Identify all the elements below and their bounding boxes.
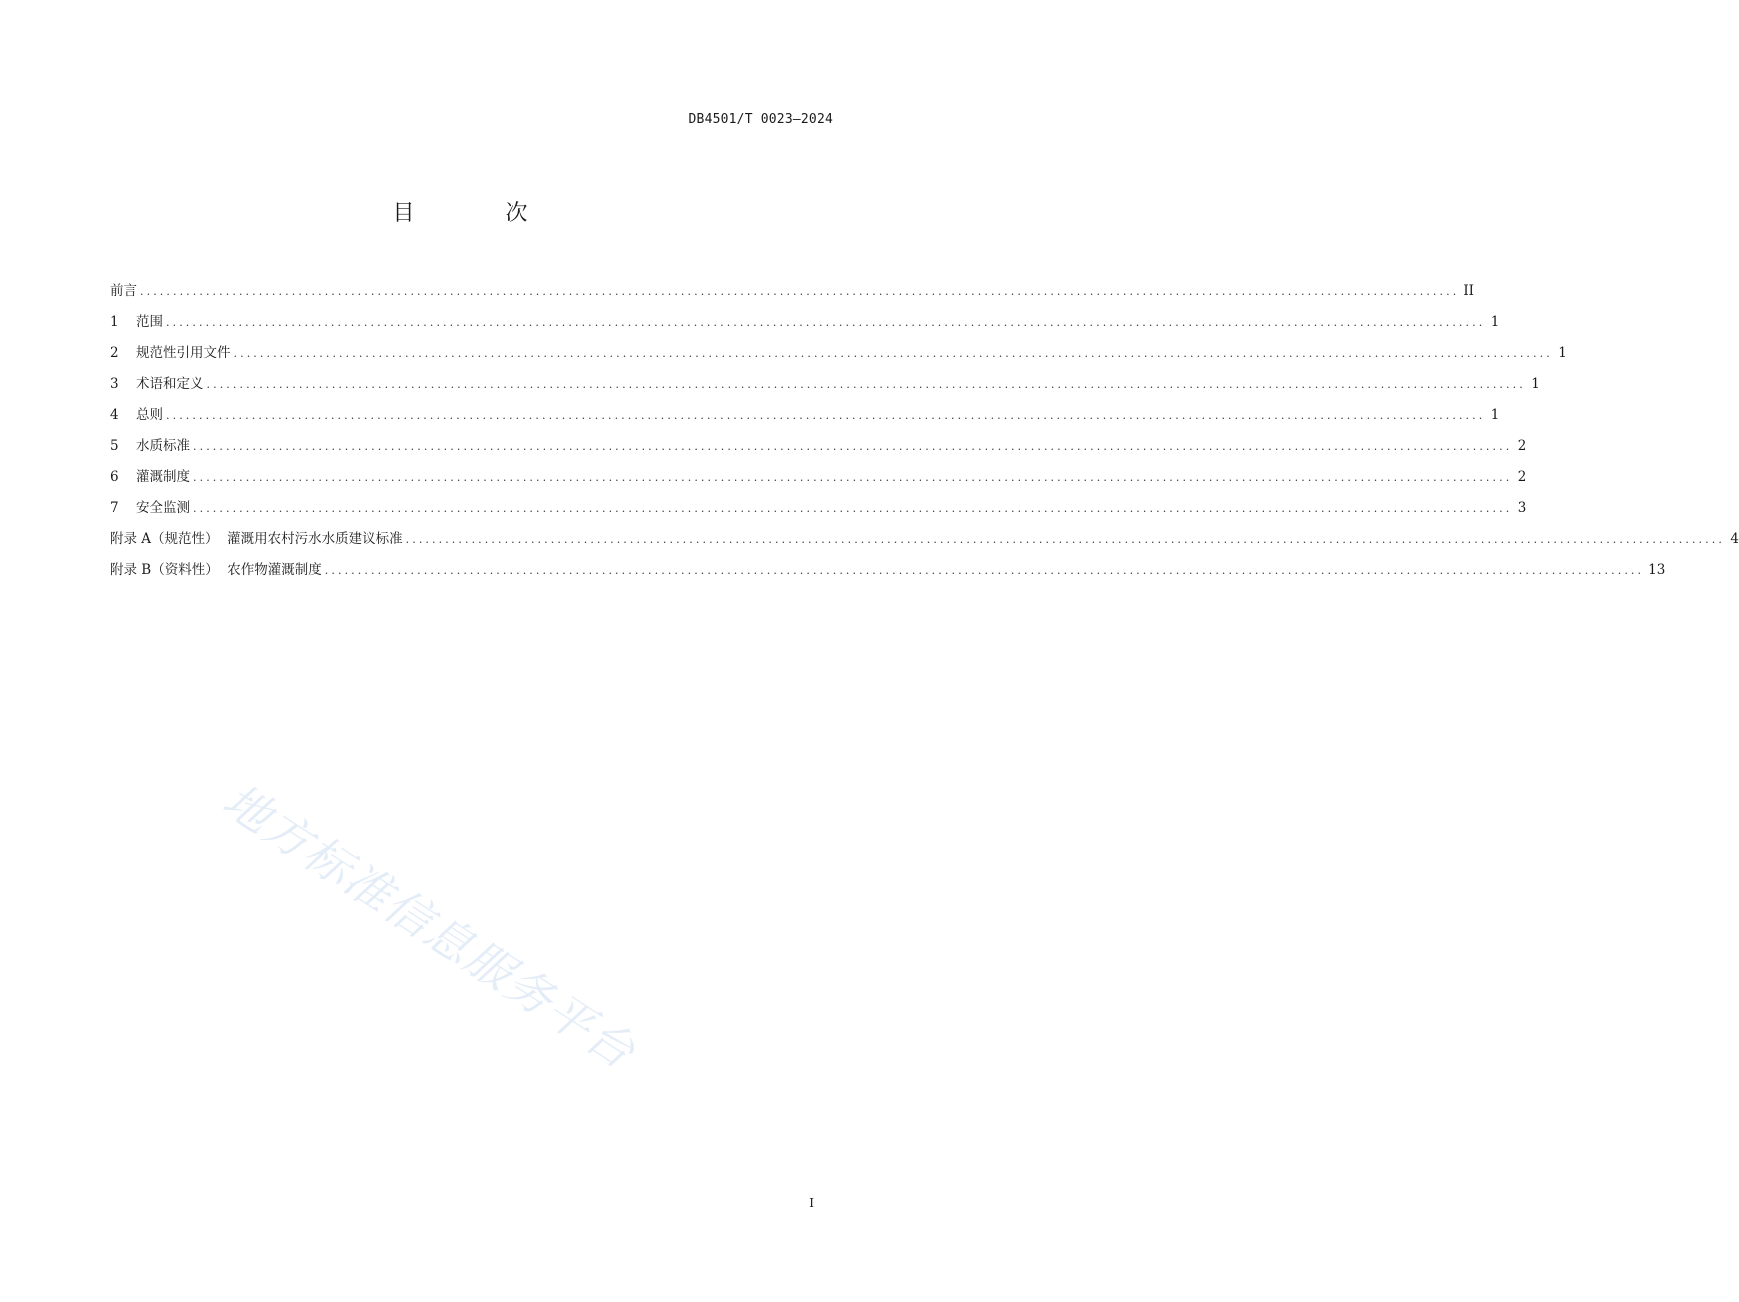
toc-dot-leader: ........................................................................................................................................................................................................ xyxy=(193,471,1513,484)
toc-dot-leader: ........................................................................................................................................................................................................ xyxy=(324,564,1645,577)
watermark: 地方标准信息服务平台 xyxy=(213,772,646,1080)
toc-dot-leader: ........................................................................................................................................................................................................ xyxy=(193,502,1513,515)
toc-entry-number: 7 xyxy=(110,500,119,516)
toc-entry-label: 前言 xyxy=(110,283,137,299)
toc-entry-page: 2 xyxy=(1517,469,1527,485)
toc-entry-page: 2 xyxy=(1517,438,1527,454)
toc-entry-page: 1 xyxy=(1531,376,1540,392)
toc-entry-page: 13 xyxy=(1648,562,1666,578)
toc-entry-number: 5 xyxy=(110,438,119,454)
toc-dot-leader: ........................................................................................................................................................................................................ xyxy=(405,533,1725,546)
toc-entry[interactable] xyxy=(110,528,1739,559)
toc-entry-page: 1 xyxy=(1490,314,1500,330)
toc-entry-label: 附录 A（规范性） 灌溉用农村污水水质建议标准 xyxy=(110,531,403,547)
toc-entry[interactable] xyxy=(110,342,1567,373)
toc-entry-page: 1 xyxy=(1558,345,1567,361)
toc-entry[interactable] xyxy=(110,466,1527,497)
toc-entry[interactable] xyxy=(110,559,1666,590)
toc-entry-page: 1 xyxy=(1490,407,1500,423)
toc-entry-number: 3 xyxy=(110,376,119,392)
toc-entry[interactable] xyxy=(110,280,1474,311)
table-of-contents xyxy=(110,280,1739,590)
toc-dot-leader: ........................................................................................................................................................................................................ xyxy=(233,347,1553,360)
toc-dot-leader: ........................................................................................................................................................................................................ xyxy=(193,440,1513,453)
document-code: DB4501/T 0023—2024 xyxy=(688,112,833,127)
toc-entry-number: 2 xyxy=(110,345,119,361)
toc-entry-label: 术语和定义 xyxy=(136,376,204,392)
toc-dot-leader: ........................................................................................................................................................................................................ xyxy=(140,285,1460,298)
toc-entry[interactable] xyxy=(110,497,1527,528)
toc-title: 目 次 xyxy=(392,201,570,226)
toc-entry-label: 规范性引用文件 xyxy=(136,345,231,361)
toc-entry-label: 安全监测 xyxy=(136,500,190,516)
toc-entry[interactable] xyxy=(110,435,1527,466)
toc-entry-number: 4 xyxy=(110,407,119,423)
toc-entry-number: 1 xyxy=(110,314,119,330)
toc-entry-label: 范围 xyxy=(136,314,163,330)
toc-entry-number: 6 xyxy=(110,469,119,485)
toc-entry-label: 附录 B（资料性） 农作物灌溉制度 xyxy=(110,562,322,578)
toc-entry-label: 总则 xyxy=(136,407,163,423)
toc-dot-leader: ........................................................................................................................................................................................................ xyxy=(166,316,1486,329)
toc-dot-leader: ........................................................................................................................................................................................................ xyxy=(206,378,1526,391)
toc-entry[interactable] xyxy=(110,311,1500,342)
toc-entry[interactable] xyxy=(110,404,1500,435)
toc-entry-page: 4 xyxy=(1730,531,1739,547)
toc-entry-label: 灌溉制度 xyxy=(136,469,190,485)
toc-entry-label: 水质标准 xyxy=(136,438,190,454)
toc-entry[interactable] xyxy=(110,373,1540,404)
toc-entry-page: 3 xyxy=(1517,500,1527,516)
toc-dot-leader: ........................................................................................................................................................................................................ xyxy=(166,409,1486,422)
toc-entry-page: II xyxy=(1463,283,1474,299)
page-number: I xyxy=(809,1196,814,1210)
